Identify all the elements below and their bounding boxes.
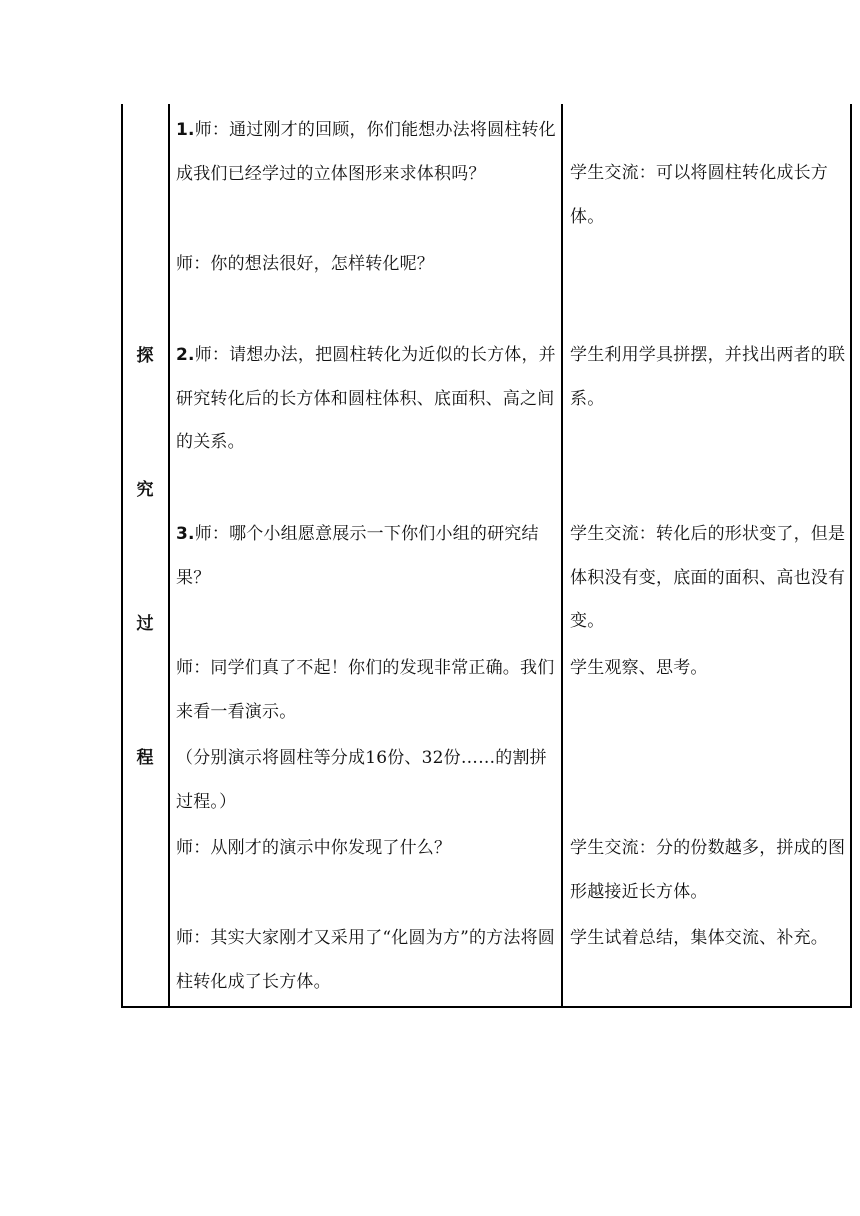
stage-char-4: 程 xyxy=(136,748,154,768)
stage-char-2: 究 xyxy=(136,480,154,500)
teacher-paragraph-3-text: 师：请想办法，把圆柱转化为近似的长方体，并研究转化后的长方体和圆柱体积、底面积、高之间的关系。 xyxy=(176,345,556,452)
student-paragraph-6: 学生试着总结，集体交流、补充。 xyxy=(570,928,828,948)
table-bottom-border xyxy=(121,1006,852,1008)
stage-char-3: 过 xyxy=(136,614,154,634)
column-divider-stage xyxy=(168,104,170,1008)
teacher-paragraph-1-text: 师：通过刚才的回顾，你们能想办法将圆柱转化成我们已经学过的立体图形来求体积吗？ xyxy=(176,120,556,184)
student-paragraph-2: 学生利用学具拼摆，并找出两者的联系。 xyxy=(570,345,846,409)
student-paragraph-1: 学生交流：可以将圆柱转化成长方体。 xyxy=(570,163,828,227)
teacher-paragraph-4-text: 师：哪个小组愿意展示一下你们小组的研究结果？ xyxy=(176,524,539,588)
student-paragraph-3: 学生交流：转化后的形状变了，但是体积没有变，底面的面积、高也没有变。 xyxy=(570,524,846,631)
column-divider-activity xyxy=(561,104,563,1008)
step-number-2: 2. xyxy=(176,345,195,365)
teacher-paragraph-7: 师：从刚才的演示中你发现了什么？ xyxy=(176,838,452,858)
student-paragraph-5: 学生交流：分的份数越多，拼成的图形越接近长方体。 xyxy=(570,838,846,902)
stage-char-1: 探 xyxy=(136,346,154,366)
teacher-paragraph-5: 师：同学们真了不起！你们的发现非常正确。我们来看一看演示。 xyxy=(176,658,555,722)
teacher-paragraph-3 xyxy=(176,334,561,465)
table-right-border xyxy=(850,104,852,1008)
step-number-3: 3. xyxy=(176,524,195,544)
teacher-paragraph-2: 师：你的想法很好，怎样转化呢？ xyxy=(176,254,434,274)
teacher-paragraph-8: 师：其实大家刚才又采用了“化圆为方”的方法将圆柱转化成了长方体。 xyxy=(176,928,555,992)
teacher-paragraph-4 xyxy=(176,513,561,600)
teacher-paragraph-6: （分别演示将圆柱等分成16份、32份……的割拼过程。） xyxy=(176,748,547,812)
lesson-table xyxy=(121,104,852,1008)
step-number-1: 1. xyxy=(176,120,195,140)
table-left-border xyxy=(121,104,123,1008)
student-paragraph-4: 学生观察、思考。 xyxy=(570,658,708,678)
teacher-paragraph-1 xyxy=(176,109,561,196)
